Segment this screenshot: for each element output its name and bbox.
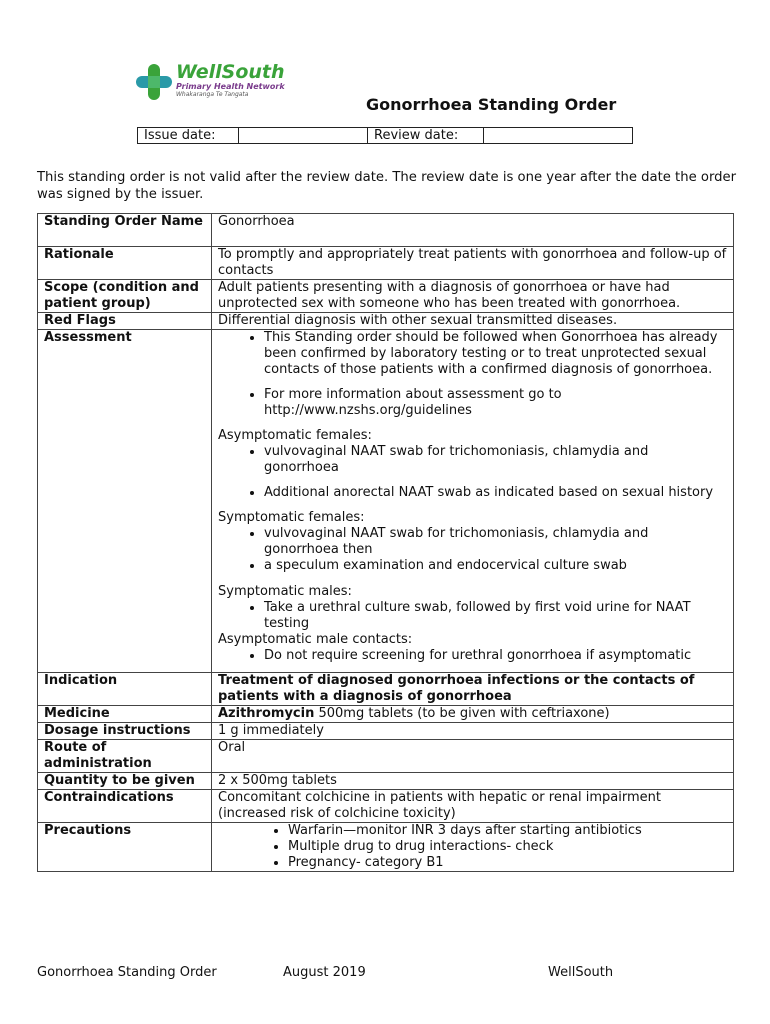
row-dosage bbox=[38, 723, 734, 740]
row-red-flags bbox=[38, 313, 734, 330]
cross-logo-icon bbox=[134, 62, 174, 102]
logo-brand: WellSouth bbox=[176, 61, 285, 83]
row-contraindications bbox=[38, 790, 734, 823]
list-item: • This Standing order should be followed when Gonorrhoea has already been confirmed by laboratory testing or to treat unprotected sexual contacts of those patients with a confirmed diagnosis of gonorrhoea. bbox=[264, 330, 727, 378]
value-contraindications: Concomitant colchicine in patients with hepatic or renal impairment (increased risk of colchicine toxicity) bbox=[212, 790, 734, 823]
list-item: • Take a urethral culture swab, followed by first void urine for NAAT testing bbox=[264, 600, 727, 632]
footer-organisation: WellSouth bbox=[548, 965, 614, 980]
row-rationale bbox=[38, 247, 734, 280]
label-precautions: Precautions bbox=[38, 823, 212, 872]
standing-order-table bbox=[37, 213, 734, 872]
review-date-field[interactable] bbox=[484, 128, 633, 144]
footer-title: Gonorrhoea Standing Order bbox=[37, 965, 217, 980]
value-red-flags: Differential diagnosis with other sexual transmitted diseases. bbox=[212, 313, 734, 330]
footer-date: August 2019 bbox=[283, 965, 366, 980]
value-quantity: 2 x 500mg tablets bbox=[212, 773, 734, 790]
value-standing-order-name: Gonorrhoea bbox=[212, 214, 734, 247]
asymptomatic-females-title: Asymptomatic females: bbox=[218, 428, 372, 443]
value-assessment bbox=[212, 330, 734, 673]
value-indication: Treatment of diagnosed gonorrhoea infections or the contacts of patients with a diagnosis of gonorrhoea bbox=[212, 673, 734, 706]
row-scope bbox=[38, 280, 734, 313]
label-rationale: Rationale bbox=[38, 247, 212, 280]
symptomatic-females-title: Symptomatic females: bbox=[218, 510, 365, 525]
assessment-intro-list bbox=[218, 330, 727, 419]
row-quantity bbox=[38, 773, 734, 790]
label-route: Route of administration bbox=[38, 740, 212, 773]
row-route bbox=[38, 740, 734, 773]
list-item: • Multiple drug to drug interactions- check bbox=[288, 839, 727, 855]
list-item: • Additional anorectal NAAT swab as indicated based on sexual history bbox=[264, 485, 727, 501]
label-dosage: Dosage instructions bbox=[38, 723, 212, 740]
label-quantity: Quantity to be given bbox=[38, 773, 212, 790]
list-item: • Do not require screening for urethral gonorrhoea if asymptomatic bbox=[264, 648, 727, 664]
asymptomatic-male-contacts-title: Asymptomatic male contacts: bbox=[218, 632, 413, 647]
asymptomatic-females-list bbox=[218, 444, 727, 501]
wellsouth-logo bbox=[134, 60, 304, 104]
row-medicine bbox=[38, 706, 734, 723]
symptomatic-males-title: Symptomatic males: bbox=[218, 584, 352, 599]
logo-subtitle: Primary Health Network bbox=[176, 82, 285, 91]
label-scope: Scope (condition and patient group) bbox=[38, 280, 212, 313]
review-date-label: Review date: bbox=[368, 128, 484, 144]
row-indication bbox=[38, 673, 734, 706]
row-standing-order-name bbox=[38, 214, 734, 247]
medicine-name: Azithromycin bbox=[218, 706, 315, 721]
list-item: • For more information about assessment go to http://www.nzshs.org/guidelines bbox=[264, 387, 727, 419]
label-red-flags: Red Flags bbox=[38, 313, 212, 330]
list-item: • vulvovaginal NAAT swab for trichomoniasis, chlamydia and gonorrhoea then bbox=[264, 526, 727, 558]
label-indication: Indication bbox=[38, 673, 212, 706]
row-assessment bbox=[38, 330, 734, 673]
value-precautions bbox=[212, 823, 734, 872]
row-precautions bbox=[38, 823, 734, 872]
label-medicine: Medicine bbox=[38, 706, 212, 723]
list-item: • a speculum examination and endocervical culture swab bbox=[264, 558, 727, 574]
issue-date-label: Issue date: bbox=[138, 128, 239, 144]
value-medicine bbox=[212, 706, 734, 723]
list-item: • vulvovaginal NAAT swab for trichomoniasis, chlamydia and gonorrhoea bbox=[264, 444, 727, 476]
precautions-list bbox=[218, 823, 727, 871]
document-title: Gonorrhoea Standing Order bbox=[366, 95, 617, 114]
list-item: • Pregnancy- category B1 bbox=[288, 855, 727, 871]
label-standing-order-name: Standing Order Name bbox=[38, 214, 212, 247]
value-scope: Adult patients presenting with a diagnosis of gonorrhoea or have had unprotected sex with someone who has been treated with gonorrhoea. bbox=[212, 280, 734, 313]
validity-notice: This standing order is not valid after the review date. The review date is one year after the date the order was signed by the issuer. bbox=[37, 170, 737, 202]
value-route: Oral bbox=[212, 740, 734, 773]
value-rationale: To promptly and appropriately treat patients with gonorrhoea and follow-up of contacts bbox=[212, 247, 734, 280]
value-dosage: 1 g immediately bbox=[212, 723, 734, 740]
logo-tagline: Whakaranga Te Tangata bbox=[176, 91, 249, 98]
medicine-detail: 500mg tablets (to be given with ceftriaxone) bbox=[314, 706, 610, 721]
symptomatic-females-list bbox=[218, 526, 727, 574]
date-table bbox=[137, 127, 633, 144]
symptomatic-males-list bbox=[218, 600, 727, 632]
list-item: • Warfarin—monitor INR 3 days after starting antibiotics bbox=[288, 823, 727, 839]
issue-date-field[interactable] bbox=[239, 128, 368, 144]
label-contraindications: Contraindications bbox=[38, 790, 212, 823]
label-assessment: Assessment bbox=[38, 330, 212, 673]
asymptomatic-male-contacts-list bbox=[218, 648, 727, 664]
